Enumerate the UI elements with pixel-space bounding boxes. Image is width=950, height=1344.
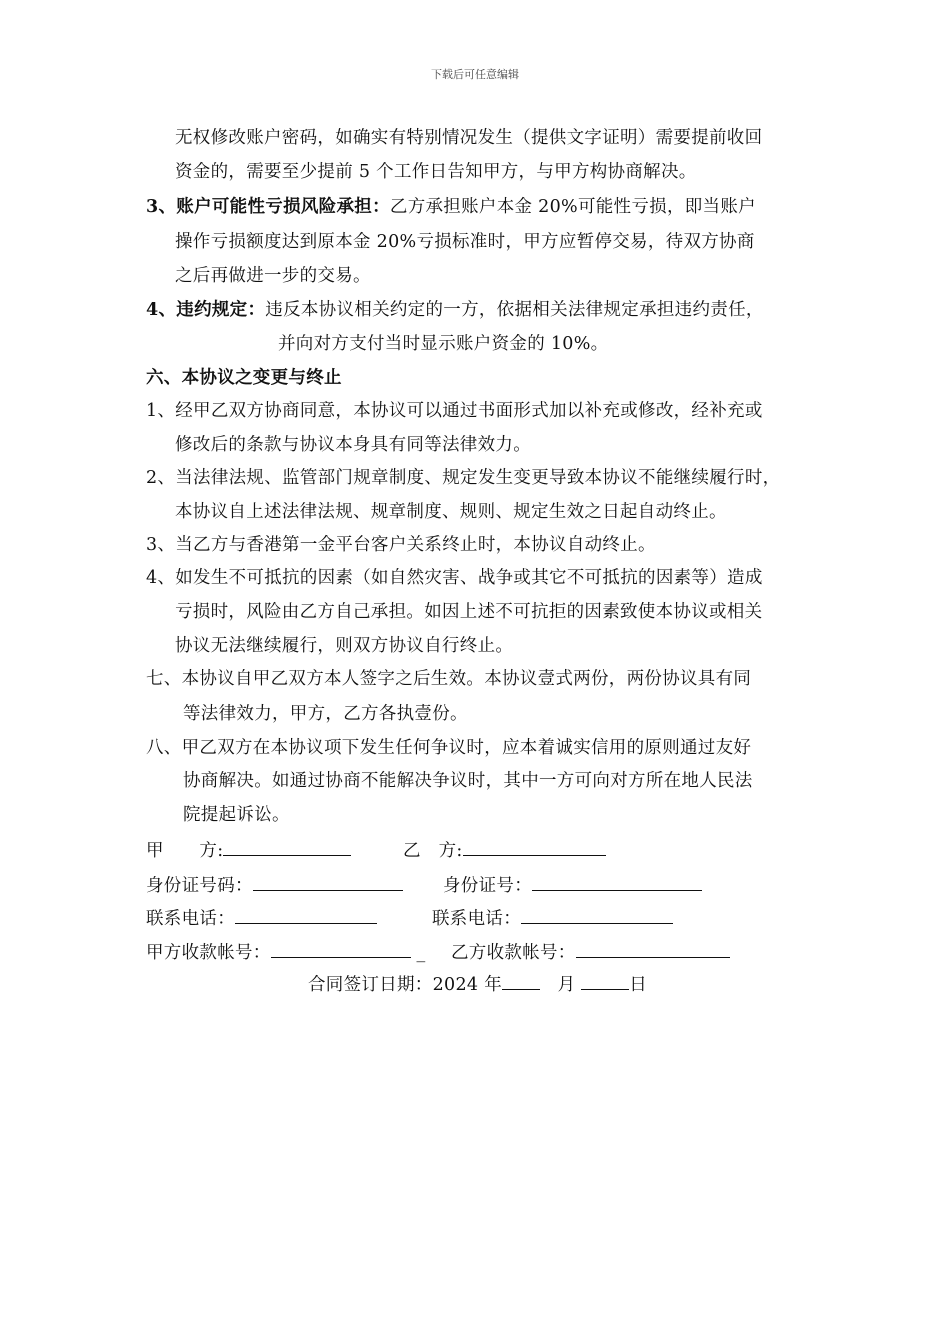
item-4-label: 4、违约规定： bbox=[146, 300, 266, 320]
party-b-label: 乙 方: bbox=[403, 841, 463, 861]
id-b-row bbox=[443, 872, 702, 898]
para-prev-line-2: 资金的，需要至少提前 5 个工作日告知甲方，与甲方构协商解决。 bbox=[175, 162, 697, 182]
section-8-line-2: 协商解决。如通过协商不能解决争议时，其中一方可向对方所在地人民法 bbox=[183, 771, 753, 791]
phone-a-field[interactable] bbox=[235, 905, 377, 924]
party-a-label: 甲 方: bbox=[146, 841, 224, 861]
phone-a-row bbox=[146, 905, 377, 931]
sign-date-prefix: 合同签订日期：2024 年 bbox=[308, 975, 502, 995]
account-a-field[interactable] bbox=[271, 939, 411, 958]
sign-date-row bbox=[308, 971, 647, 997]
party-a-row bbox=[146, 837, 351, 863]
sign-day-label: 日 bbox=[629, 975, 648, 995]
account-a-label: 甲方收款帐号： bbox=[146, 943, 271, 963]
sign-day-field[interactable] bbox=[581, 971, 629, 990]
phone-b-field[interactable] bbox=[521, 905, 673, 924]
account-b-field[interactable] bbox=[576, 939, 730, 958]
s6-p2-line-2: 本协议自上述法律法规、规章制度、规则、规定生效之日起自动终止。 bbox=[175, 502, 727, 522]
account-b-row bbox=[451, 939, 730, 965]
page-header: 下载后可任意编辑 bbox=[431, 68, 519, 81]
account-b-label: 乙方收款帐号： bbox=[451, 943, 576, 963]
item-3-line-2: 操作亏损额度达到原本金 20%亏损标准时，甲方应暂停交易，待双方协商 bbox=[175, 232, 755, 252]
item-3-text-1: 乙方承担账户本金 20%可能性亏损，即当账户 bbox=[389, 197, 756, 217]
section-6-title: 六、本协议之变更与终止 bbox=[146, 368, 342, 388]
section-7-line-1: 七、本协议自甲乙双方本人签字之后生效。本协议壹式两份，两份协议具有同 bbox=[146, 669, 752, 689]
item-3-label: 3、账户可能性亏损风险承担： bbox=[146, 197, 390, 217]
item-3 bbox=[146, 195, 756, 219]
item-4-line-2: 并向对方支付当时显示账户资金的 10%。 bbox=[278, 334, 609, 354]
phone-b-label: 联系电话： bbox=[432, 909, 521, 929]
id-b-label: 身份证号： bbox=[443, 876, 532, 896]
s6-p4-line-3: 协议无法继续履行，则双方协议自行终止。 bbox=[175, 636, 514, 656]
s6-p1-line-2: 修改后的条款与协议本身具有同等法律效力。 bbox=[175, 435, 531, 455]
id-a-row bbox=[146, 872, 403, 898]
s6-p4-line-1: 4、如发生不可抵抗的因素（如自然灾害、战争或其它不可抵抗的因素等）造成 bbox=[146, 568, 763, 588]
section-7-line-2: 等法律效力，甲方，乙方各执壹份。 bbox=[183, 704, 468, 724]
phone-b-row bbox=[432, 905, 673, 931]
item-4 bbox=[146, 298, 764, 322]
section-8-line-3: 院提起诉讼。 bbox=[183, 805, 290, 825]
id-b-field[interactable] bbox=[532, 872, 702, 891]
id-a-label: 身份证号码： bbox=[146, 876, 253, 896]
item-4-text-1: 违反本协议相关约定的一方，依据相关法律规定承担违约责任， bbox=[265, 300, 764, 320]
para-prev-line-1: 无权修改账户密码，如确实有特别情况发生（提供文字证明）需要提前收回 bbox=[175, 128, 763, 148]
s6-p3-line-1: 3、当乙方与香港第一金平台客户关系终止时，本协议自动终止。 bbox=[146, 535, 656, 555]
sign-month-label: 月 bbox=[557, 975, 576, 995]
section-8-line-1: 八、甲乙双方在本协议项下发生任何争议时，应本着诚实信用的原则通过友好 bbox=[146, 738, 752, 758]
s6-p4-line-2: 亏损时，风险由乙方自己承担。如因上述不可抗拒的因素致使本协议或相关 bbox=[175, 602, 763, 622]
account-separator: _ bbox=[416, 943, 426, 963]
party-b-row bbox=[403, 837, 606, 863]
sign-month-field[interactable] bbox=[502, 971, 540, 990]
party-a-signature-field[interactable] bbox=[223, 837, 351, 856]
party-b-signature-field[interactable] bbox=[463, 837, 606, 856]
s6-p1-line-1: 1、经甲乙双方协商同意，本协议可以通过书面形式加以补充或修改，经补充或 bbox=[146, 401, 763, 421]
phone-a-label: 联系电话： bbox=[146, 909, 235, 929]
s6-p2-line-1: 2、当法律法规、监管部门规章制度、规定发生变更导致本协议不能继续履行时， bbox=[146, 468, 781, 488]
account-a-row bbox=[146, 939, 426, 965]
id-a-field[interactable] bbox=[253, 872, 403, 891]
item-3-line-3: 之后再做进一步的交易。 bbox=[175, 266, 371, 286]
